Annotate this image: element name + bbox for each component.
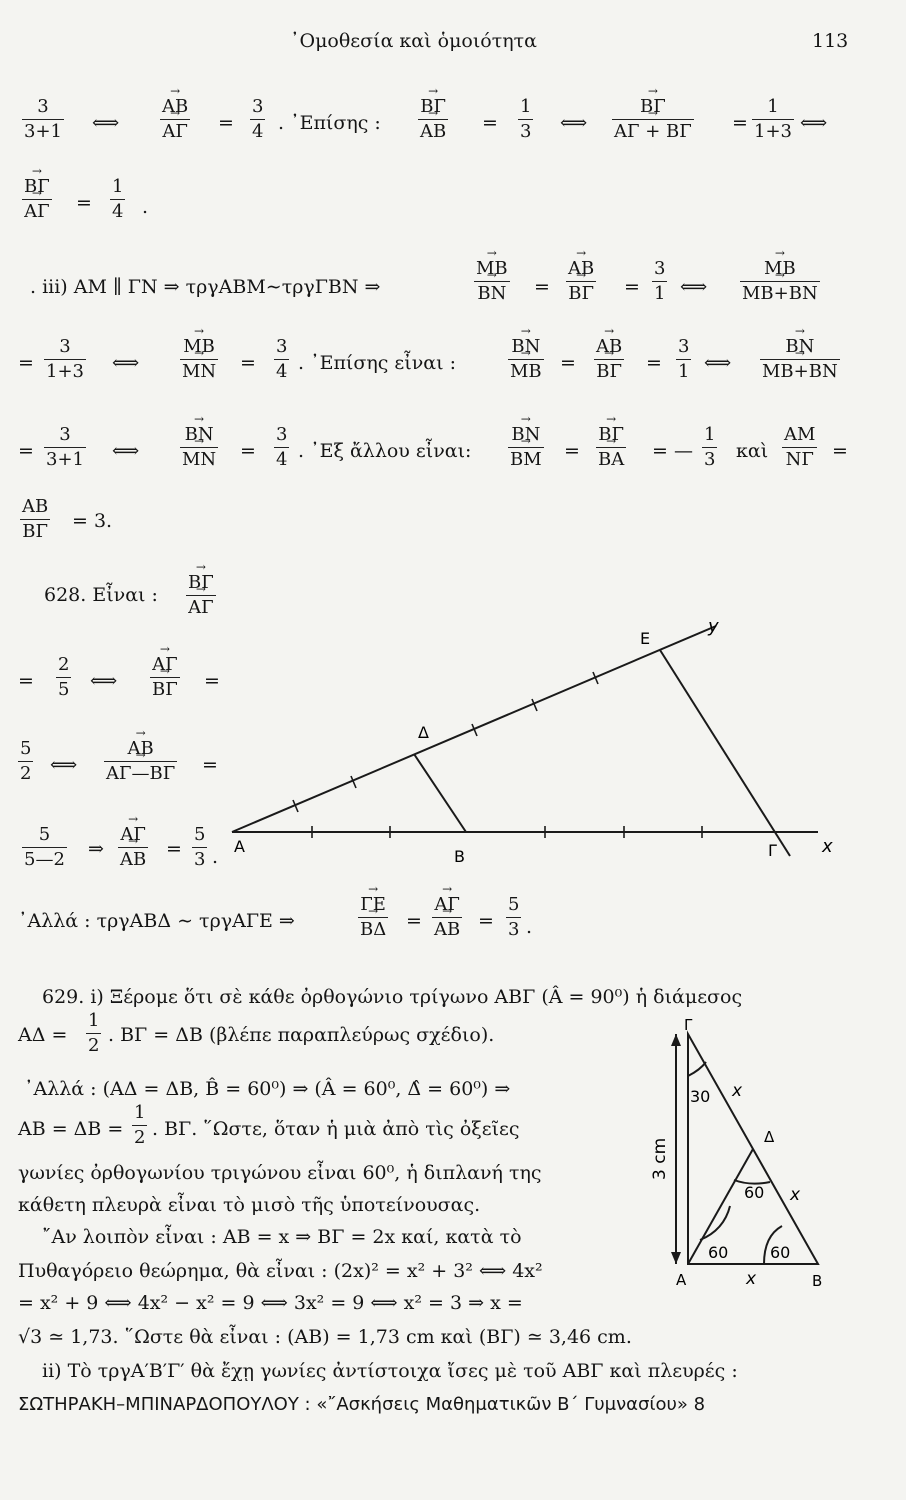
period: . (142, 196, 149, 218)
fraction: 1 2 (88, 1010, 100, 1056)
fraction: 5 5—2 (24, 824, 65, 870)
equals: = (832, 440, 848, 462)
equals: = (202, 754, 218, 776)
text-fragment: . BΓ. ῞Ωστε, ὅταν ἡ μιὰ ἀπὸ τὶς ὀξεῖες (152, 1118, 520, 1140)
fraction: 2 5 (58, 654, 70, 700)
equals: = (564, 440, 580, 462)
iff-symbol: ⟺ (92, 112, 120, 134)
vector-fraction: → BΓ → AΓ + BΓ (612, 98, 694, 141)
fraction: 1 4 (112, 176, 124, 222)
text-fragment: AB = ΔB = (18, 1118, 124, 1140)
fraction: 3 3+1 (46, 424, 84, 470)
side-x-label: x (790, 1185, 801, 1205)
angle-60-label: 60 (708, 1243, 729, 1262)
fraction: 3 1 (678, 336, 690, 382)
angle-30-arc (688, 1062, 706, 1076)
fraction: 3 1+3 (46, 336, 84, 382)
vector-fraction: → AB → BΓ (594, 338, 624, 381)
text-line: √3 ≃ 1,73. ῞Ωστε θὰ εἶναι : (AB) = 1,73 cm καὶ (BΓ) ≃ 3,46 cm. (18, 1326, 632, 1348)
equals: = (218, 112, 234, 134)
fraction: 3 4 (276, 336, 288, 382)
fraction: AM NΓ (784, 424, 816, 470)
vector-fraction: → MB → MB+BN (740, 260, 820, 303)
vector-fraction: → BΓ → AB (418, 98, 448, 141)
fraction: 5 3 (194, 824, 206, 870)
text-line: ῎Αν λοιπὸν εἶναι : AB = x ⇒ BΓ = 2x καί, κατὰ τὸ (42, 1226, 522, 1248)
axis-x-label: x (822, 836, 833, 857)
alla-statement: ᾿Αλλά : τργABΔ ∼ τργAΓE ⇒ (18, 910, 295, 932)
iff-symbol: ⟺ (800, 112, 828, 134)
equals: = (534, 276, 550, 298)
text-episis: . ᾿Επίσης εἶναι : (298, 352, 456, 374)
fraction: 1 3 (704, 424, 716, 470)
fraction: 3 4 (276, 424, 288, 470)
iff-symbol: ⟺ (50, 754, 78, 776)
iii-statement: . iii) AM ∥ ΓN ⇒ τργABM∼τργΓBN ⇒ (30, 276, 381, 298)
equals: = (240, 352, 256, 374)
point-G-label: Γ (768, 841, 777, 860)
vector-fraction: → BΓ → AΓ (186, 574, 216, 617)
text-fragment: AΔ = (18, 1024, 68, 1046)
text-line: γωνίες ὀρθογωνίου τριγώνου εἶναι 60⁰, ἡ διπλανή της (18, 1162, 542, 1184)
text-line: ii) Τὸ τργA′B′Γ′ θὰ ἔχῃ γωνίες ἀντίστοιχα ἴσες μὲ τοῦ ABΓ καὶ πλευρές : (42, 1360, 738, 1382)
running-title: ᾿Ομοθεσία καὶ ὁμοιότητα (290, 30, 537, 52)
equals: = (76, 192, 92, 214)
angle-30-label: 30 (690, 1087, 711, 1106)
side-x-label: x (732, 1081, 743, 1101)
point-E-label: E (640, 629, 651, 648)
equals: = (240, 440, 256, 462)
fraction: 1 2 (134, 1102, 146, 1148)
axis-y-label: y (708, 616, 719, 637)
vector-fraction: → BΓ → AΓ (22, 178, 52, 221)
text-ex-allou: . ᾿Εξ ἄλλου εἶναι: (298, 440, 472, 462)
iff-symbol: ⟺ (90, 670, 118, 692)
vector-fraction: → AB → BΓ (566, 260, 596, 303)
vector-fraction: → AΓ → BΓ (150, 656, 180, 699)
vector-fraction: → AΓ → AB (432, 896, 462, 939)
fraction: 3 4 (252, 96, 264, 142)
angle-60-label: 60 (744, 1183, 765, 1202)
period: . (526, 916, 533, 938)
vector-fraction: → BN → MB (508, 338, 544, 381)
point-A-label: A (676, 1271, 687, 1289)
point-A-label: A (234, 837, 245, 856)
equals: = (732, 112, 748, 134)
equals: = (18, 440, 34, 462)
side-x-label: x (746, 1269, 757, 1289)
point-B-label: B (812, 1272, 823, 1290)
vector-fraction: → AB → AΓ (160, 98, 190, 141)
arrow-down-icon (671, 1252, 681, 1264)
exercise-label: 628. Εἶναι : (44, 584, 158, 606)
vector-fraction: → BN → MN (180, 426, 218, 469)
equals: = (646, 352, 662, 374)
point-D-label: Δ (418, 723, 429, 742)
equals: = (478, 910, 494, 932)
equals: = (624, 276, 640, 298)
equals: = (166, 838, 182, 860)
height-label: 3 cm (650, 1137, 670, 1180)
iff-symbol: ⟺ (112, 352, 140, 374)
text-fragment: . BΓ = ΔB (βλέπε παραπλεύρως σχέδιο). (108, 1024, 495, 1046)
result-text: = 3. (72, 510, 113, 532)
text-line: = x² + 9 ⟺ 4x² − x² = 9 ⟺ 3x² = 9 ⟺ x² = 3 ⇒ x = (18, 1292, 523, 1314)
equals: = (560, 352, 576, 374)
fraction: 5 2 (20, 738, 32, 784)
iff-symbol: ⟺ (680, 276, 708, 298)
text-line: Πυθαγόρειο θεώρημα, θὰ εἶναι : (2x)² = x² + 3² ⟺ 4x² (18, 1260, 543, 1282)
equals: = (406, 910, 422, 932)
period: . (212, 846, 219, 868)
fraction: AB BΓ (22, 496, 49, 542)
arrow-up-icon (671, 1034, 681, 1046)
text-line: κάθετη πλευρὰ εἶναι τὸ μισὸ τῆς ὑποτείνουσας. (18, 1194, 481, 1216)
fraction: 5 3 (508, 894, 520, 940)
equals: = (18, 670, 34, 692)
text-episis: . ᾿Επίσης : (278, 112, 381, 134)
vector-fraction: → ΓE → BΔ (358, 896, 388, 939)
vector-fraction: → AB → AΓ—BΓ (104, 740, 177, 783)
angle-60-label: 60 (770, 1243, 791, 1262)
vector-fraction: → BN → BM (508, 426, 544, 469)
vector-fraction: → MB → BN (474, 260, 510, 303)
vector-fraction: → MB → MN (180, 338, 218, 381)
vector-fraction: → BN → MB+BN (760, 338, 840, 381)
iff-symbol: ⟺ (112, 440, 140, 462)
equals: = — (652, 440, 693, 462)
point-G-label: Γ (684, 1016, 693, 1034)
point-B-label: B (454, 847, 465, 866)
vector-fraction: → AΓ → AB (118, 826, 148, 869)
footer-book-title: ΣΩΤΗΡΑΚΗ–ΜΠΙΝΑΡΔΟΠΟΥΛΟΥ : «῎Ασκήσεις Μαθηματικῶν B΄ Γυμνασίου» 8 (18, 1394, 706, 1415)
iff-symbol: ⟺ (560, 112, 588, 134)
iff-symbol: ⟺ (704, 352, 732, 374)
point-D-label: Δ (764, 1128, 775, 1146)
implies-symbol: ⇒ (88, 838, 104, 860)
text-line: 629. i) Ξέρομε ὅτι σὲ κάθε ὀρθογώνιο τρίγωνο ABΓ (Â = 90⁰) ἡ διάμεσος (42, 986, 743, 1008)
fraction: 3 3+1 (24, 96, 62, 142)
text-line: ᾿Αλλά : (AΔ = ΔB, B̂ = 60⁰) ⇒ (Â = 60⁰, Δ̂ = 60⁰) ⇒ (24, 1078, 511, 1100)
equals: = (204, 670, 220, 692)
equals: = (18, 352, 34, 374)
fraction: 1 3 (520, 96, 532, 142)
fraction: 3 1 (654, 258, 666, 304)
equals: = (482, 112, 498, 134)
page-number: 113 (812, 30, 849, 52)
fraction: 1 1+3 (754, 96, 792, 142)
text-kai: καὶ (736, 440, 769, 462)
vector-fraction: → BΓ → BA (596, 426, 626, 469)
